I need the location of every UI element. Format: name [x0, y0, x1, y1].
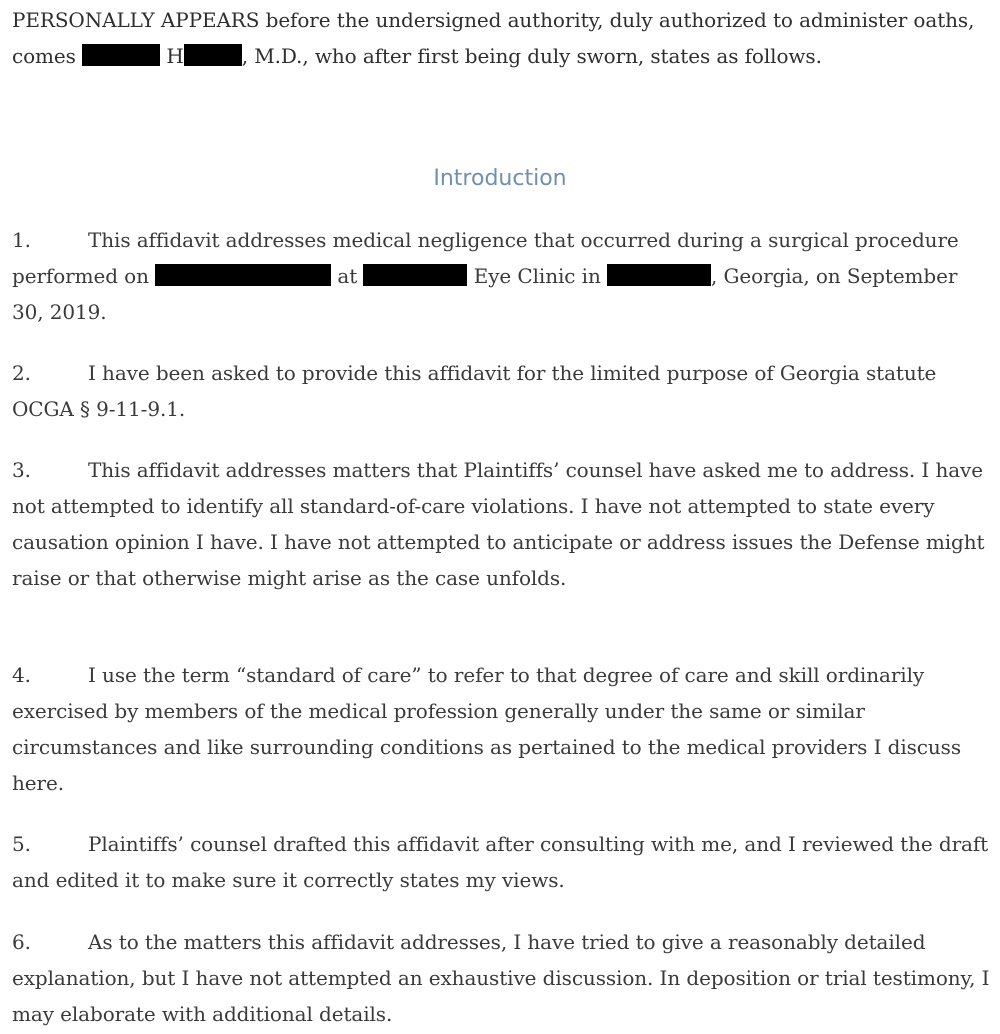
paragraph-text: Eye Clinic in: [473, 264, 601, 288]
redaction-bar: [607, 264, 711, 286]
intro-text-3: , M.D., who after first being duly sworn, states as follows.: [241, 44, 822, 68]
paragraph-text: I use the term “standard of care” to refer to that degree of care and skill ordinarily exercised by members of the medical profession generally under the same or similar circumstances and like surrounding conditions as pertained to the medical providers I discuss here.: [12, 663, 962, 795]
paragraph-text: As to the matters this affidavit addresses, I have tried to give a reasonably detailed explanation, but I have not attempted an exhaustive discussion. In deposition or trial testimony, I may elaborate with additional details.: [12, 930, 990, 1026]
redaction-bar: [155, 264, 331, 286]
paragraph-4: [12, 657, 992, 801]
paragraph-number: 5.: [12, 832, 31, 856]
redaction-bar: [82, 44, 160, 66]
paragraph-2: [12, 355, 992, 427]
paragraph-text: This affidavit addresses medical negligence that occurred during a surgical procedure performed on: [12, 228, 959, 288]
paragraph-text: , Georgia, on September 30, 2019.: [12, 264, 958, 324]
paragraph-number: 3.: [12, 458, 31, 482]
paragraph-number: 2.: [12, 361, 31, 385]
paragraph-text: I have been asked to provide this affidavit for the limited purpose of Georgia statute OCGA § 9-11-9.1.: [12, 361, 937, 421]
paragraph-5: [12, 826, 992, 898]
paragraph-number: 6.: [12, 930, 31, 954]
intro-paragraph: [12, 2, 992, 74]
redaction-bar: [184, 44, 242, 66]
intro-text-1: PERSONALLY APPEARS before the undersigned authority, duly authorized to administer oaths, comes: [12, 8, 975, 68]
paragraph-6: [12, 924, 992, 1032]
redaction-bar: [363, 264, 467, 286]
paragraph-text: This affidavit addresses matters that Plaintiffs’ counsel have asked me to address. I have not attempted to identify all standard-of-care violations. I have not attempted to state every causation opinion I have. I have not attempted to anticipate or address issues the Defense might raise or that otherwise might arise as the case unfolds.: [12, 458, 985, 590]
paragraph-1: [12, 222, 992, 330]
paragraph-number: 4.: [12, 663, 31, 687]
paragraph-number: 1.: [12, 228, 31, 252]
paragraph-text: Plaintiffs’ counsel drafted this affidavit after consulting with me, and I reviewed the draft and edited it to make sure it correctly states my views.: [12, 832, 989, 892]
paragraph-text: at: [337, 264, 358, 288]
intro-text-2: H: [166, 44, 184, 68]
paragraph-3: [12, 452, 992, 596]
section-heading: Introduction: [433, 166, 567, 191]
